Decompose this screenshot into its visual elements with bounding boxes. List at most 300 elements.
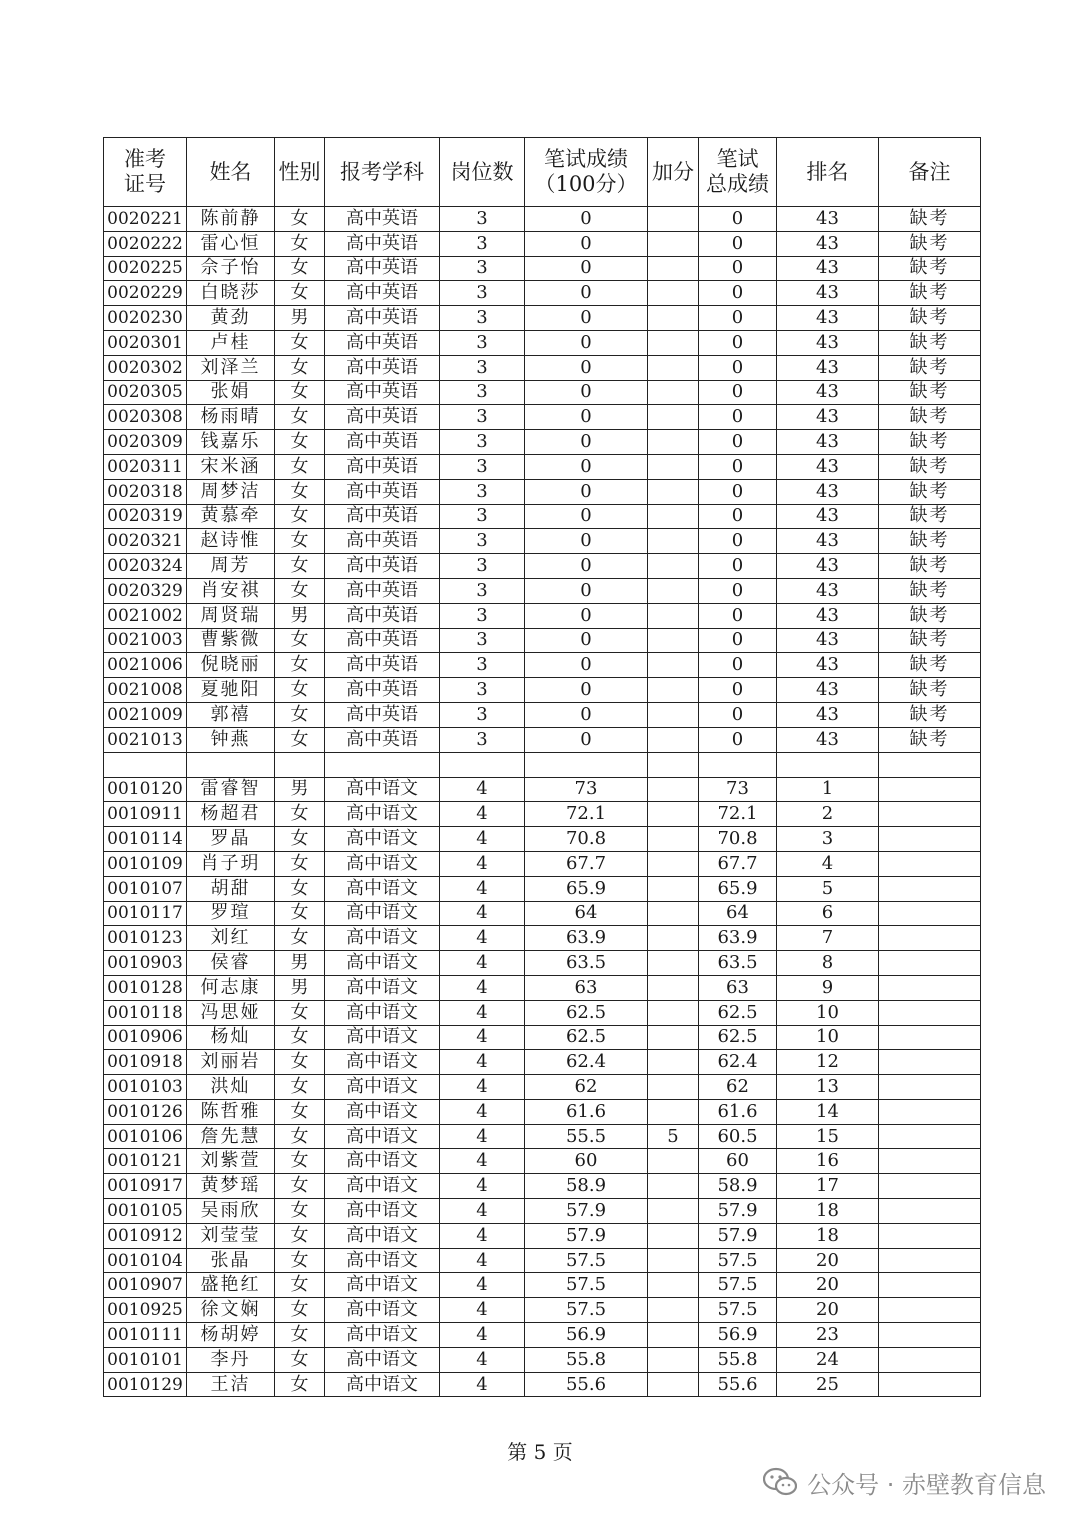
- table-row: [104, 454, 981, 479]
- cell-remark: [879, 1248, 981, 1273]
- cell-positions: 3: [440, 454, 525, 479]
- cell-bonus: [648, 281, 699, 306]
- table-row: [104, 1273, 981, 1298]
- cell-bonus: [648, 1050, 699, 1075]
- cell-exam-id: 0020309: [104, 430, 187, 455]
- cell-bonus: [648, 628, 699, 653]
- cell-total-score: 62.4: [699, 1050, 777, 1075]
- cell-rank: 20: [777, 1248, 879, 1273]
- cell-written-score: 0: [525, 653, 648, 678]
- cell-name: 李丹: [187, 1347, 275, 1372]
- cell-exam-id: 0020221: [104, 207, 187, 232]
- cell-bonus: [648, 1298, 699, 1323]
- cell-rank: 25: [777, 1372, 879, 1397]
- cell-subject: 高中英语: [325, 678, 440, 703]
- cell-written-score: 0: [525, 430, 648, 455]
- cell-rank: 43: [777, 454, 879, 479]
- cell-written-score: 0: [525, 380, 648, 405]
- cell-rank: 43: [777, 653, 879, 678]
- cell-rank: 43: [777, 281, 879, 306]
- table-row: [104, 578, 981, 603]
- cell-positions: 3: [440, 281, 525, 306]
- cell-bonus: [648, 876, 699, 901]
- cell-gender: 女: [275, 678, 325, 703]
- cell-total-score: 65.9: [699, 876, 777, 901]
- table-row: [104, 628, 981, 653]
- cell-remark: 缺考: [879, 504, 981, 529]
- cell-name: 罗晶: [187, 827, 275, 852]
- cell-subject: 高中语文: [325, 1075, 440, 1100]
- cell-total-score: 73: [699, 777, 777, 802]
- cell-exam-id: 0020329: [104, 578, 187, 603]
- cell-bonus: [648, 752, 699, 777]
- table-row: [104, 653, 981, 678]
- cell-subject: 高中语文: [325, 1273, 440, 1298]
- cell-bonus: [648, 901, 699, 926]
- cell-written-score: 61.6: [525, 1099, 648, 1124]
- cell-remark: 缺考: [879, 281, 981, 306]
- cell-exam-id: [104, 752, 187, 777]
- cell-gender: 女: [275, 281, 325, 306]
- cell-rank: 15: [777, 1124, 879, 1149]
- cell-gender: 女: [275, 1075, 325, 1100]
- cell-total-score: 0: [699, 702, 777, 727]
- cell-positions: 4: [440, 827, 525, 852]
- cell-written-score: 64: [525, 901, 648, 926]
- cell-rank: 43: [777, 479, 879, 504]
- cell-exam-id: 0021009: [104, 702, 187, 727]
- cell-name: 黄劲: [187, 306, 275, 331]
- cell-total-score: 0: [699, 727, 777, 752]
- cell-rank: 16: [777, 1149, 879, 1174]
- cell-name: 陈前静: [187, 207, 275, 232]
- table-header-row: [104, 138, 981, 207]
- table-row: [104, 1298, 981, 1323]
- cell-gender: 女: [275, 1174, 325, 1199]
- cell-gender: 女: [275, 1050, 325, 1075]
- cell-bonus: [648, 851, 699, 876]
- cell-gender: 男: [275, 603, 325, 628]
- cell-gender: 女: [275, 1124, 325, 1149]
- cell-positions: 4: [440, 975, 525, 1000]
- cell-remark: 缺考: [879, 405, 981, 430]
- cell-rank: 43: [777, 678, 879, 703]
- cell-exam-id: 0010117: [104, 901, 187, 926]
- cell-exam-id: 0021008: [104, 678, 187, 703]
- cell-subject: 高中英语: [325, 727, 440, 752]
- cell-positions: 4: [440, 1347, 525, 1372]
- cell-exam-id: 0010126: [104, 1099, 187, 1124]
- cell-subject: 高中英语: [325, 529, 440, 554]
- table-row: [104, 975, 981, 1000]
- cell-subject: 高中语文: [325, 901, 440, 926]
- cell-rank: 20: [777, 1273, 879, 1298]
- cell-exam-id: 0020324: [104, 554, 187, 579]
- table-row: [104, 926, 981, 951]
- cell-remark: 缺考: [879, 330, 981, 355]
- cell-exam-id: 0020321: [104, 529, 187, 554]
- cell-gender: 女: [275, 1099, 325, 1124]
- cell-total-score: 0: [699, 603, 777, 628]
- cell-exam-id: 0010104: [104, 1248, 187, 1273]
- cell-positions: 4: [440, 1298, 525, 1323]
- cell-gender: 女: [275, 1273, 325, 1298]
- cell-positions: 4: [440, 1223, 525, 1248]
- cell-gender: 男: [275, 777, 325, 802]
- cell-rank: 43: [777, 504, 879, 529]
- cell-written-score: 0: [525, 702, 648, 727]
- cell-positions: 4: [440, 1149, 525, 1174]
- table-row: [104, 951, 981, 976]
- cell-name: 杨雨晴: [187, 405, 275, 430]
- cell-rank: 43: [777, 554, 879, 579]
- cell-rank: 43: [777, 603, 879, 628]
- cell-rank: 43: [777, 702, 879, 727]
- cell-bonus: [648, 306, 699, 331]
- cell-written-score: 57.5: [525, 1273, 648, 1298]
- cell-gender: 女: [275, 1298, 325, 1323]
- header-positions: 岗位数: [440, 138, 525, 207]
- cell-name: 赵诗惟: [187, 529, 275, 554]
- table-row: [104, 231, 981, 256]
- cell-written-score: 62.5: [525, 1000, 648, 1025]
- cell-positions: 4: [440, 1000, 525, 1025]
- cell-remark: [879, 1199, 981, 1224]
- cell-subject: 高中英语: [325, 256, 440, 281]
- table-row: [104, 827, 981, 852]
- cell-exam-id: 0020302: [104, 355, 187, 380]
- cell-written-score: 0: [525, 405, 648, 430]
- cell-name: 夏驰阳: [187, 678, 275, 703]
- cell-exam-id: 0010129: [104, 1372, 187, 1397]
- cell-gender: 女: [275, 1248, 325, 1273]
- cell-written-score: 57.9: [525, 1199, 648, 1224]
- cell-exam-id: 0010106: [104, 1124, 187, 1149]
- cell-name: 罗瑄: [187, 901, 275, 926]
- cell-name: 钟燕: [187, 727, 275, 752]
- cell-rank: 18: [777, 1223, 879, 1248]
- cell-name: 卢桂: [187, 330, 275, 355]
- table-row: [104, 1099, 981, 1124]
- cell-rank: 43: [777, 355, 879, 380]
- cell-total-score: 63.9: [699, 926, 777, 951]
- cell-remark: 缺考: [879, 380, 981, 405]
- cell-gender: 女: [275, 727, 325, 752]
- cell-bonus: [648, 355, 699, 380]
- table-row: [104, 1347, 981, 1372]
- cell-rank: 43: [777, 306, 879, 331]
- cell-name: 周芳: [187, 554, 275, 579]
- cell-subject: 高中语文: [325, 926, 440, 951]
- cell-remark: [879, 777, 981, 802]
- cell-exam-id: 0010911: [104, 802, 187, 827]
- header-bonus: 加分: [648, 138, 699, 207]
- cell-bonus: [648, 454, 699, 479]
- cell-written-score: 0: [525, 554, 648, 579]
- cell-bonus: [648, 926, 699, 951]
- cell-bonus: [648, 405, 699, 430]
- cell-total-score: 0: [699, 653, 777, 678]
- cell-bonus: [648, 430, 699, 455]
- cell-exam-id: 0010917: [104, 1174, 187, 1199]
- table-body: [104, 207, 981, 1397]
- cell-subject: 高中英语: [325, 603, 440, 628]
- cell-bonus: [648, 727, 699, 752]
- cell-written-score: 67.7: [525, 851, 648, 876]
- cell-written-score: 0: [525, 578, 648, 603]
- cell-name: 胡甜: [187, 876, 275, 901]
- cell-bonus: [648, 256, 699, 281]
- cell-total-score: 0: [699, 380, 777, 405]
- cell-rank: 18: [777, 1199, 879, 1224]
- cell-gender: 女: [275, 851, 325, 876]
- cell-subject: 高中英语: [325, 504, 440, 529]
- cell-positions: 4: [440, 926, 525, 951]
- cell-exam-id: 0020305: [104, 380, 187, 405]
- cell-exam-id: 0021013: [104, 727, 187, 752]
- cell-positions: 3: [440, 306, 525, 331]
- cell-positions: 4: [440, 901, 525, 926]
- cell-gender: 女: [275, 430, 325, 455]
- cell-name: 杨胡婷: [187, 1323, 275, 1348]
- cell-name: 雷心恒: [187, 231, 275, 256]
- cell-name: 盛艳红: [187, 1273, 275, 1298]
- cell-bonus: [648, 1223, 699, 1248]
- table-row: [104, 752, 981, 777]
- table-row: [104, 1323, 981, 1348]
- cell-exam-id: 0010118: [104, 1000, 187, 1025]
- cell-name: 曹紫微: [187, 628, 275, 653]
- cell-name: 詹先慧: [187, 1124, 275, 1149]
- cell-positions: 3: [440, 380, 525, 405]
- cell-remark: [879, 1298, 981, 1323]
- table-row: [104, 554, 981, 579]
- cell-name: 佘子怡: [187, 256, 275, 281]
- cell-total-score: 0: [699, 628, 777, 653]
- cell-written-score: 0: [525, 479, 648, 504]
- cell-name: 周贤瑞: [187, 603, 275, 628]
- cell-bonus: [648, 554, 699, 579]
- cell-exam-id: 0010128: [104, 975, 187, 1000]
- cell-written-score: 55.8: [525, 1347, 648, 1372]
- cell-rank: 43: [777, 430, 879, 455]
- cell-gender: 女: [275, 653, 325, 678]
- cell-total-score: 0: [699, 306, 777, 331]
- cell-written-score: 0: [525, 231, 648, 256]
- cell-name: 钱嘉乐: [187, 430, 275, 455]
- cell-gender: 女: [275, 355, 325, 380]
- cell-total-score: 60: [699, 1149, 777, 1174]
- table-row: [104, 1000, 981, 1025]
- cell-written-score: 0: [525, 330, 648, 355]
- table-row: [104, 306, 981, 331]
- cell-positions: 4: [440, 1025, 525, 1050]
- cell-subject: 高中语文: [325, 1223, 440, 1248]
- cell-positions: 4: [440, 1199, 525, 1224]
- cell-total-score: 57.5: [699, 1248, 777, 1273]
- cell-total-score: 62.5: [699, 1000, 777, 1025]
- cell-written-score: 63.9: [525, 926, 648, 951]
- cell-remark: [879, 1223, 981, 1248]
- cell-bonus: [648, 827, 699, 852]
- cell-remark: [879, 975, 981, 1000]
- cell-bonus: [648, 1099, 699, 1124]
- cell-name: 刘紫萱: [187, 1149, 275, 1174]
- cell-rank: 5: [777, 876, 879, 901]
- header-total-score: 笔试 总成绩: [699, 138, 777, 207]
- table-row: [104, 1025, 981, 1050]
- cell-name: 肖子玥: [187, 851, 275, 876]
- cell-subject: 高中英语: [325, 578, 440, 603]
- cell-positions: 4: [440, 802, 525, 827]
- cell-name: 倪晓丽: [187, 653, 275, 678]
- cell-positions: 3: [440, 504, 525, 529]
- cell-remark: [879, 1124, 981, 1149]
- cell-written-score: 57.9: [525, 1223, 648, 1248]
- cell-name: [187, 752, 275, 777]
- cell-rank: 8: [777, 951, 879, 976]
- cell-remark: [879, 926, 981, 951]
- cell-total-score: 62.5: [699, 1025, 777, 1050]
- cell-exam-id: 0010101: [104, 1347, 187, 1372]
- cell-exam-id: 0010121: [104, 1149, 187, 1174]
- cell-subject: 高中英语: [325, 306, 440, 331]
- page-number: 第 5 页: [507, 1440, 573, 1464]
- cell-total-score: 0: [699, 231, 777, 256]
- cell-remark: [879, 951, 981, 976]
- cell-total-score: 67.7: [699, 851, 777, 876]
- cell-remark: [879, 1050, 981, 1075]
- cell-name: 黄梦瑶: [187, 1174, 275, 1199]
- cell-name: 张晶: [187, 1248, 275, 1273]
- cell-gender: 女: [275, 702, 325, 727]
- cell-rank: 14: [777, 1099, 879, 1124]
- cell-subject: 高中英语: [325, 554, 440, 579]
- header-exam-id: 准考 证号: [104, 138, 187, 207]
- cell-gender: [275, 752, 325, 777]
- table-row: [104, 1174, 981, 1199]
- cell-rank: 9: [777, 975, 879, 1000]
- table-row: [104, 1149, 981, 1174]
- cell-remark: [879, 1347, 981, 1372]
- cell-rank: 23: [777, 1323, 879, 1348]
- cell-positions: 3: [440, 405, 525, 430]
- cell-rank: 4: [777, 851, 879, 876]
- cell-positions: 3: [440, 653, 525, 678]
- cell-bonus: [648, 702, 699, 727]
- cell-positions: 3: [440, 256, 525, 281]
- cell-rank: 24: [777, 1347, 879, 1372]
- cell-written-score: 0: [525, 727, 648, 752]
- cell-subject: 高中英语: [325, 628, 440, 653]
- cell-bonus: [648, 529, 699, 554]
- cell-bonus: [648, 1347, 699, 1372]
- cell-positions: 3: [440, 554, 525, 579]
- cell-positions: 4: [440, 1323, 525, 1348]
- cell-gender: 女: [275, 529, 325, 554]
- cell-remark: 缺考: [879, 306, 981, 331]
- cell-exam-id: 0020225: [104, 256, 187, 281]
- cell-subject: 高中语文: [325, 1347, 440, 1372]
- cell-written-score: 57.5: [525, 1298, 648, 1323]
- cell-name: 白晓莎: [187, 281, 275, 306]
- watermark-text: 公众号 · 赤壁教育信息: [807, 1470, 1046, 1499]
- cell-gender: 女: [275, 330, 325, 355]
- cell-rank: [777, 752, 879, 777]
- cell-positions: [440, 752, 525, 777]
- table-row: [104, 529, 981, 554]
- wechat-icon: [763, 1467, 797, 1497]
- cell-total-score: 0: [699, 281, 777, 306]
- cell-subject: 高中英语: [325, 430, 440, 455]
- cell-positions: 3: [440, 430, 525, 455]
- cell-total-score: 63: [699, 975, 777, 1000]
- cell-exam-id: 0010925: [104, 1298, 187, 1323]
- cell-exam-id: 0010114: [104, 827, 187, 852]
- cell-written-score: 58.9: [525, 1174, 648, 1199]
- table-row: [104, 1124, 981, 1149]
- cell-rank: 43: [777, 380, 879, 405]
- cell-subject: 高中语文: [325, 1025, 440, 1050]
- cell-name: 刘莹莹: [187, 1223, 275, 1248]
- cell-written-score: 63: [525, 975, 648, 1000]
- cell-remark: [879, 1000, 981, 1025]
- cell-remark: 缺考: [879, 554, 981, 579]
- cell-subject: 高中英语: [325, 653, 440, 678]
- cell-gender: 女: [275, 1199, 325, 1224]
- cell-positions: 4: [440, 951, 525, 976]
- cell-total-score: 0: [699, 578, 777, 603]
- cell-gender: 女: [275, 1000, 325, 1025]
- table-row: [104, 207, 981, 232]
- cell-remark: 缺考: [879, 603, 981, 628]
- table-row: [104, 1223, 981, 1248]
- cell-remark: [879, 1323, 981, 1348]
- cell-gender: 男: [275, 975, 325, 1000]
- table-row: [104, 1372, 981, 1397]
- cell-exam-id: 0010903: [104, 951, 187, 976]
- cell-subject: 高中英语: [325, 207, 440, 232]
- cell-positions: 4: [440, 876, 525, 901]
- cell-rank: 43: [777, 578, 879, 603]
- cell-exam-id: 0010120: [104, 777, 187, 802]
- cell-total-score: 60.5: [699, 1124, 777, 1149]
- cell-gender: 女: [275, 1025, 325, 1050]
- table-row: [104, 504, 981, 529]
- cell-remark: 缺考: [879, 479, 981, 504]
- cell-subject: 高中语文: [325, 1174, 440, 1199]
- cell-subject: [325, 752, 440, 777]
- cell-exam-id: 0020308: [104, 405, 187, 430]
- cell-remark: [879, 827, 981, 852]
- cell-name: 冯思娅: [187, 1000, 275, 1025]
- cell-positions: 4: [440, 1174, 525, 1199]
- cell-bonus: [648, 504, 699, 529]
- cell-exam-id: 0010103: [104, 1075, 187, 1100]
- cell-subject: 高中英语: [325, 330, 440, 355]
- cell-rank: 1: [777, 777, 879, 802]
- cell-exam-id: 0010912: [104, 1223, 187, 1248]
- cell-remark: 缺考: [879, 256, 981, 281]
- cell-total-score: 57.5: [699, 1298, 777, 1323]
- cell-bonus: [648, 1372, 699, 1397]
- cell-positions: 4: [440, 1124, 525, 1149]
- cell-remark: [879, 1149, 981, 1174]
- header-subject: 报考学科: [325, 138, 440, 207]
- cell-gender: 女: [275, 1323, 325, 1348]
- cell-bonus: [648, 777, 699, 802]
- cell-positions: 3: [440, 727, 525, 752]
